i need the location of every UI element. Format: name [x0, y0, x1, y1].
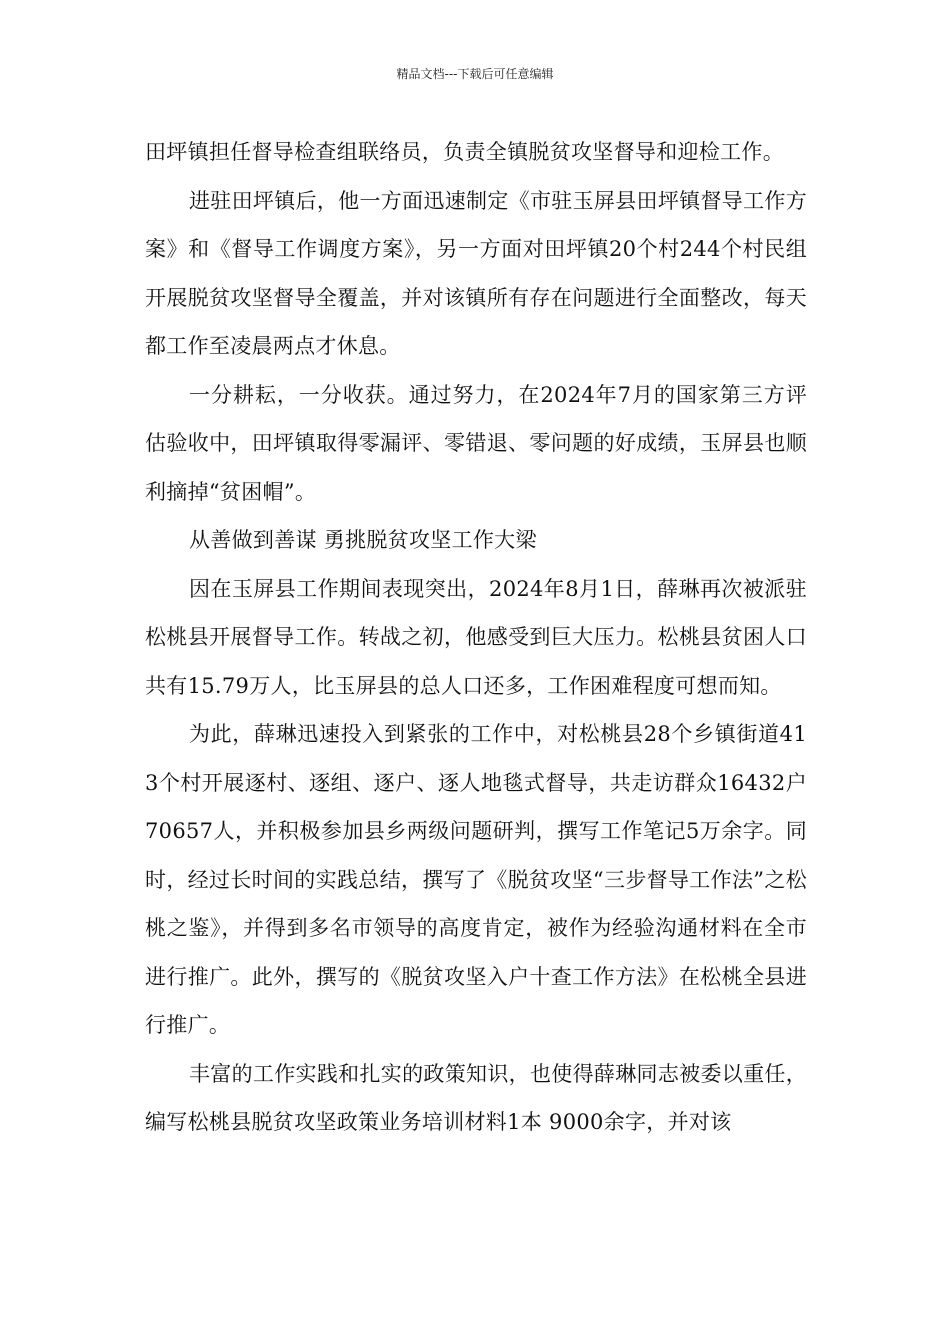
paragraph-5: 为此，薛琳迅速投入到紧张的工作中，对松桃县28个乡镇街道413个村开展逐村、逐组、逐户、逐人地毯式督导，共走访群众16432户70657人，并积极参加县乡两级问题研判，撰写工作笔记5万余字。同时，经过长时间的实践总结，撰写了《脱贫攻坚“三步督导工作法”之松桃之鉴》，并得到多名市领导的高度肯定，被作为经验沟通材料在全市进行推广。此外，撰写的《脱贫攻坚入户十查工作方法》在松桃全县进行推广。: [145, 722, 807, 1037]
paragraph-3: 一分耕耘，一分收获。通过努力，在2024年7月的国家第三方评估验收中，田坪镇取得零漏评、零错退、零问题的好成绩，玉屏县也顺利摘掉“贫困帽”。: [145, 382, 807, 504]
paragraph-2: 进驻田坪镇后，他一方面迅速制定《市驻玉屏县田坪镇督导工作方案》和《督导工作调度方案》，另一方面对田坪镇20个村244个村民组开展脱贫攻坚督导全覆盖，并对该镇所有存在问题进行全面整改，每天都工作至凌晨两点才休息。: [145, 188, 807, 358]
document-body: [145, 128, 807, 1147]
paragraph-4: 因在玉屏县工作期间表现突出，2024年8月1日，薛琳再次被派驻松桃县开展督导工作。转战之初，他感受到巨大压力。松桃县贫困人口共有15.79万人，比玉屏县的总人口还多，工作困难程度可想而知。: [145, 576, 807, 698]
paragraph-6: 丰富的工作实践和扎实的政策知识，也使得薛琳同志被委以重任，编写松桃县脱贫攻坚政策业务培训材料1本 9000余字，并对该: [145, 1061, 807, 1134]
section-heading: 从善做到善谋 勇挑脱贫攻坚工作大梁: [189, 528, 537, 552]
paragraph-1: 田坪镇担任督导检查组联络员，负责全镇脱贫攻坚督导和迎检工作。: [145, 140, 784, 164]
page-header: 精品文档---下载后可任意编辑: [396, 67, 554, 81]
